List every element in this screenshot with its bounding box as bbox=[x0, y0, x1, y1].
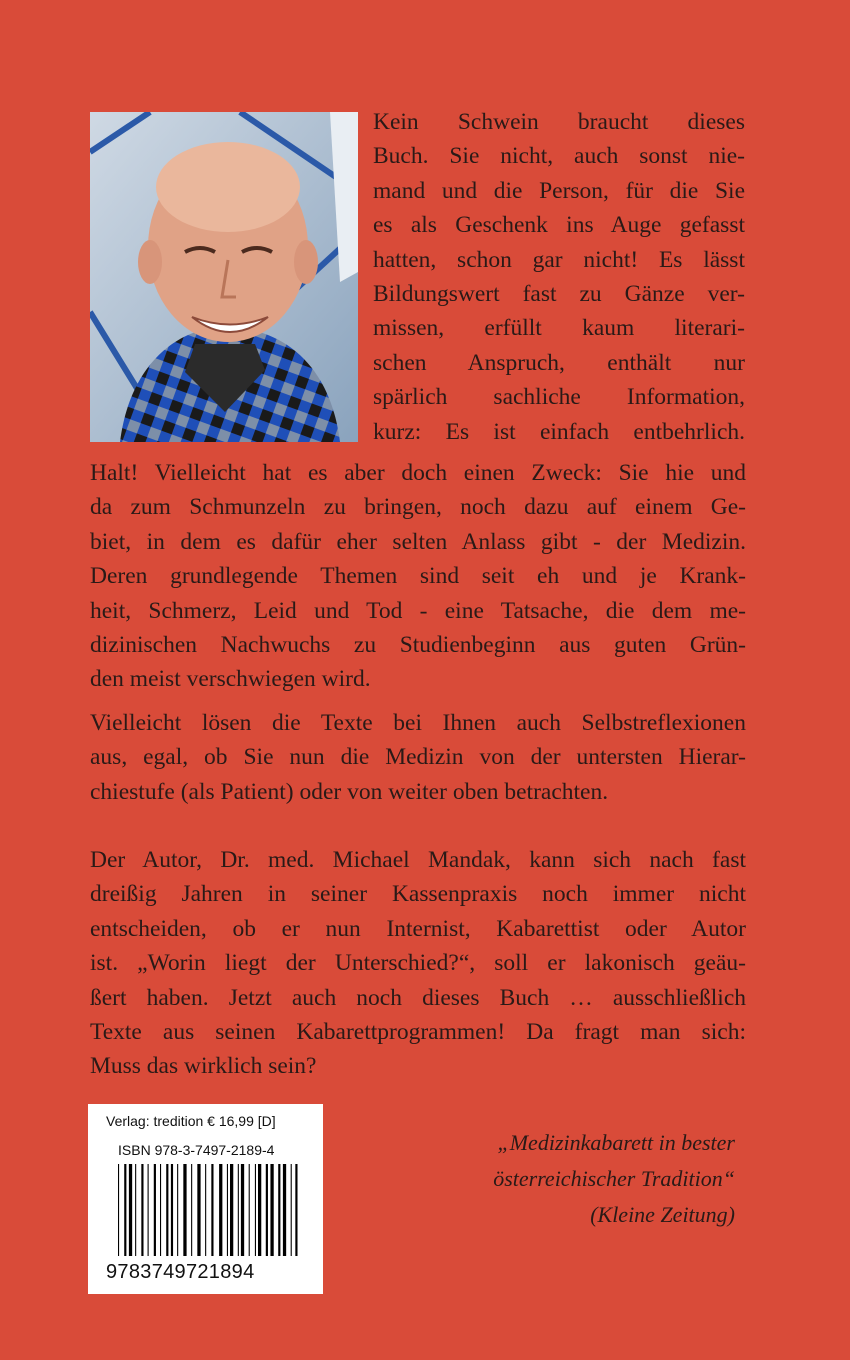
barcode-bar bbox=[255, 1164, 256, 1256]
text-line: Vielleicht lösen die Texte bei Ihnen auch Selbstreflexionen bbox=[90, 710, 746, 736]
barcode-bar bbox=[230, 1164, 233, 1256]
barcode-bar bbox=[177, 1164, 178, 1256]
barcode-bar bbox=[270, 1164, 273, 1256]
barcode-bar bbox=[227, 1164, 228, 1256]
text-line: kurz: Es ist einfach entbehrlich. bbox=[373, 418, 745, 445]
barcode-bar bbox=[283, 1164, 286, 1256]
barcode-bar bbox=[148, 1164, 149, 1256]
reflection-paragraph bbox=[90, 706, 746, 809]
text-line: Texte aus seinen Kabarettprogrammen! Da fragt man sich: bbox=[90, 1019, 746, 1046]
barcode-bar bbox=[191, 1164, 192, 1256]
text-line: da zum Schmunzeln zu bringen, noch dazu auf einem Ge- bbox=[90, 494, 746, 521]
text-line: heit, Schmerz, Leid und Tod - eine Tatsache, die dem me- bbox=[90, 597, 746, 624]
text-line: dizinischen Nachwuchs zu Studienbeginn aus guten Grün- bbox=[90, 632, 746, 659]
text-line: ist. „Worin liegt der Unterschied?“, soll er lakonisch geäu- bbox=[90, 950, 746, 977]
barcode-bar bbox=[197, 1164, 200, 1256]
barcode-bar bbox=[183, 1164, 186, 1256]
barcode-bars bbox=[118, 1164, 300, 1256]
barcode-digits: 9783749721894 bbox=[106, 1261, 255, 1283]
isbn-label: ISBN 978-3-7497-2189-4 bbox=[118, 1142, 275, 1158]
author-photo bbox=[90, 112, 358, 442]
text-line: Deren grundlegende Themen sind seit eh und je Krank- bbox=[90, 563, 746, 590]
barcode-bar bbox=[219, 1164, 222, 1256]
quote-line: „Medizinkabarett in bester bbox=[497, 1130, 735, 1155]
barcode-bar bbox=[211, 1164, 213, 1256]
barcode-bar bbox=[171, 1164, 173, 1256]
press-quote bbox=[435, 1125, 735, 1233]
barcode-bar bbox=[238, 1164, 239, 1256]
author-portrait-image bbox=[90, 112, 358, 442]
text-line: aus, egal, ob Sie nun die Medizin von der untersten Hierar- bbox=[90, 744, 746, 771]
text-line: chiestufe (als Patient) oder von weiter oben betrachten. bbox=[90, 778, 609, 805]
barcode-bar bbox=[135, 1164, 136, 1256]
barcode-bar bbox=[160, 1164, 161, 1256]
text-line: es als Geschenk ins Auge gefasst bbox=[373, 212, 745, 239]
text-line: entscheiden, ob er nun Internist, Kabarettist oder Autor bbox=[90, 915, 746, 942]
text-line: den meist verschwiegen wird. bbox=[90, 666, 371, 693]
barcode-bar bbox=[258, 1164, 261, 1256]
barcode-bar bbox=[241, 1164, 244, 1256]
text-line: hatten, schon gar nicht! Es lässt bbox=[373, 246, 745, 273]
quote-line: österreichischer Tradition“ bbox=[493, 1166, 735, 1191]
text-line: Kein Schwein braucht dieses bbox=[373, 109, 745, 135]
text-line: dreißig Jahren in seiner Kassenpraxis noch immer nicht bbox=[90, 881, 746, 908]
author-paragraph bbox=[90, 843, 746, 1084]
text-line: Bildungswert fast zu Gänze ver- bbox=[373, 281, 745, 308]
quote-source: (Kleine Zeitung) bbox=[590, 1202, 735, 1227]
text-line: biet, in dem es dafür eher selten Anlass gibt - der Medizin. bbox=[90, 528, 746, 555]
barcode-bar bbox=[249, 1164, 250, 1256]
barcode-bar bbox=[118, 1164, 119, 1256]
barcode-bar bbox=[141, 1164, 143, 1256]
text-line: spärlich sachliche Information, bbox=[373, 384, 745, 411]
text-line: ßert haben. Jetzt auch noch dieses Buch … ausschließlich bbox=[90, 984, 746, 1011]
text-line: Der Autor, Dr. med. Michael Mandak, kann sich nach fast bbox=[90, 847, 746, 873]
text-line: schen Anspruch, enthält nur bbox=[373, 349, 745, 376]
text-line: Halt! Vielleicht hat es aber doch einen Zweck: Sie hie und bbox=[90, 460, 746, 486]
text-line: missen, erfüllt kaum literari- bbox=[373, 315, 745, 342]
barcode-bar bbox=[295, 1164, 297, 1256]
barcode-bar bbox=[129, 1164, 132, 1256]
barcode-bar bbox=[205, 1164, 206, 1256]
text-line: Buch. Sie nicht, auch sonst nie- bbox=[373, 143, 745, 170]
purpose-paragraph bbox=[90, 456, 746, 697]
intro-paragraph bbox=[373, 105, 745, 449]
barcode-bar bbox=[124, 1164, 126, 1256]
text-line: mand und die Person, für die Sie bbox=[373, 177, 745, 204]
barcode-label bbox=[88, 1104, 323, 1294]
barcode-bar bbox=[266, 1164, 268, 1256]
barcode-bar bbox=[291, 1164, 292, 1256]
barcode-bar bbox=[154, 1164, 156, 1256]
publisher-price: Verlag: tredition € 16,99 [D] bbox=[106, 1113, 276, 1129]
barcode-bar bbox=[278, 1164, 280, 1256]
barcode-bar bbox=[166, 1164, 168, 1256]
text-line: Muss das wirklich sein? bbox=[90, 1053, 317, 1080]
